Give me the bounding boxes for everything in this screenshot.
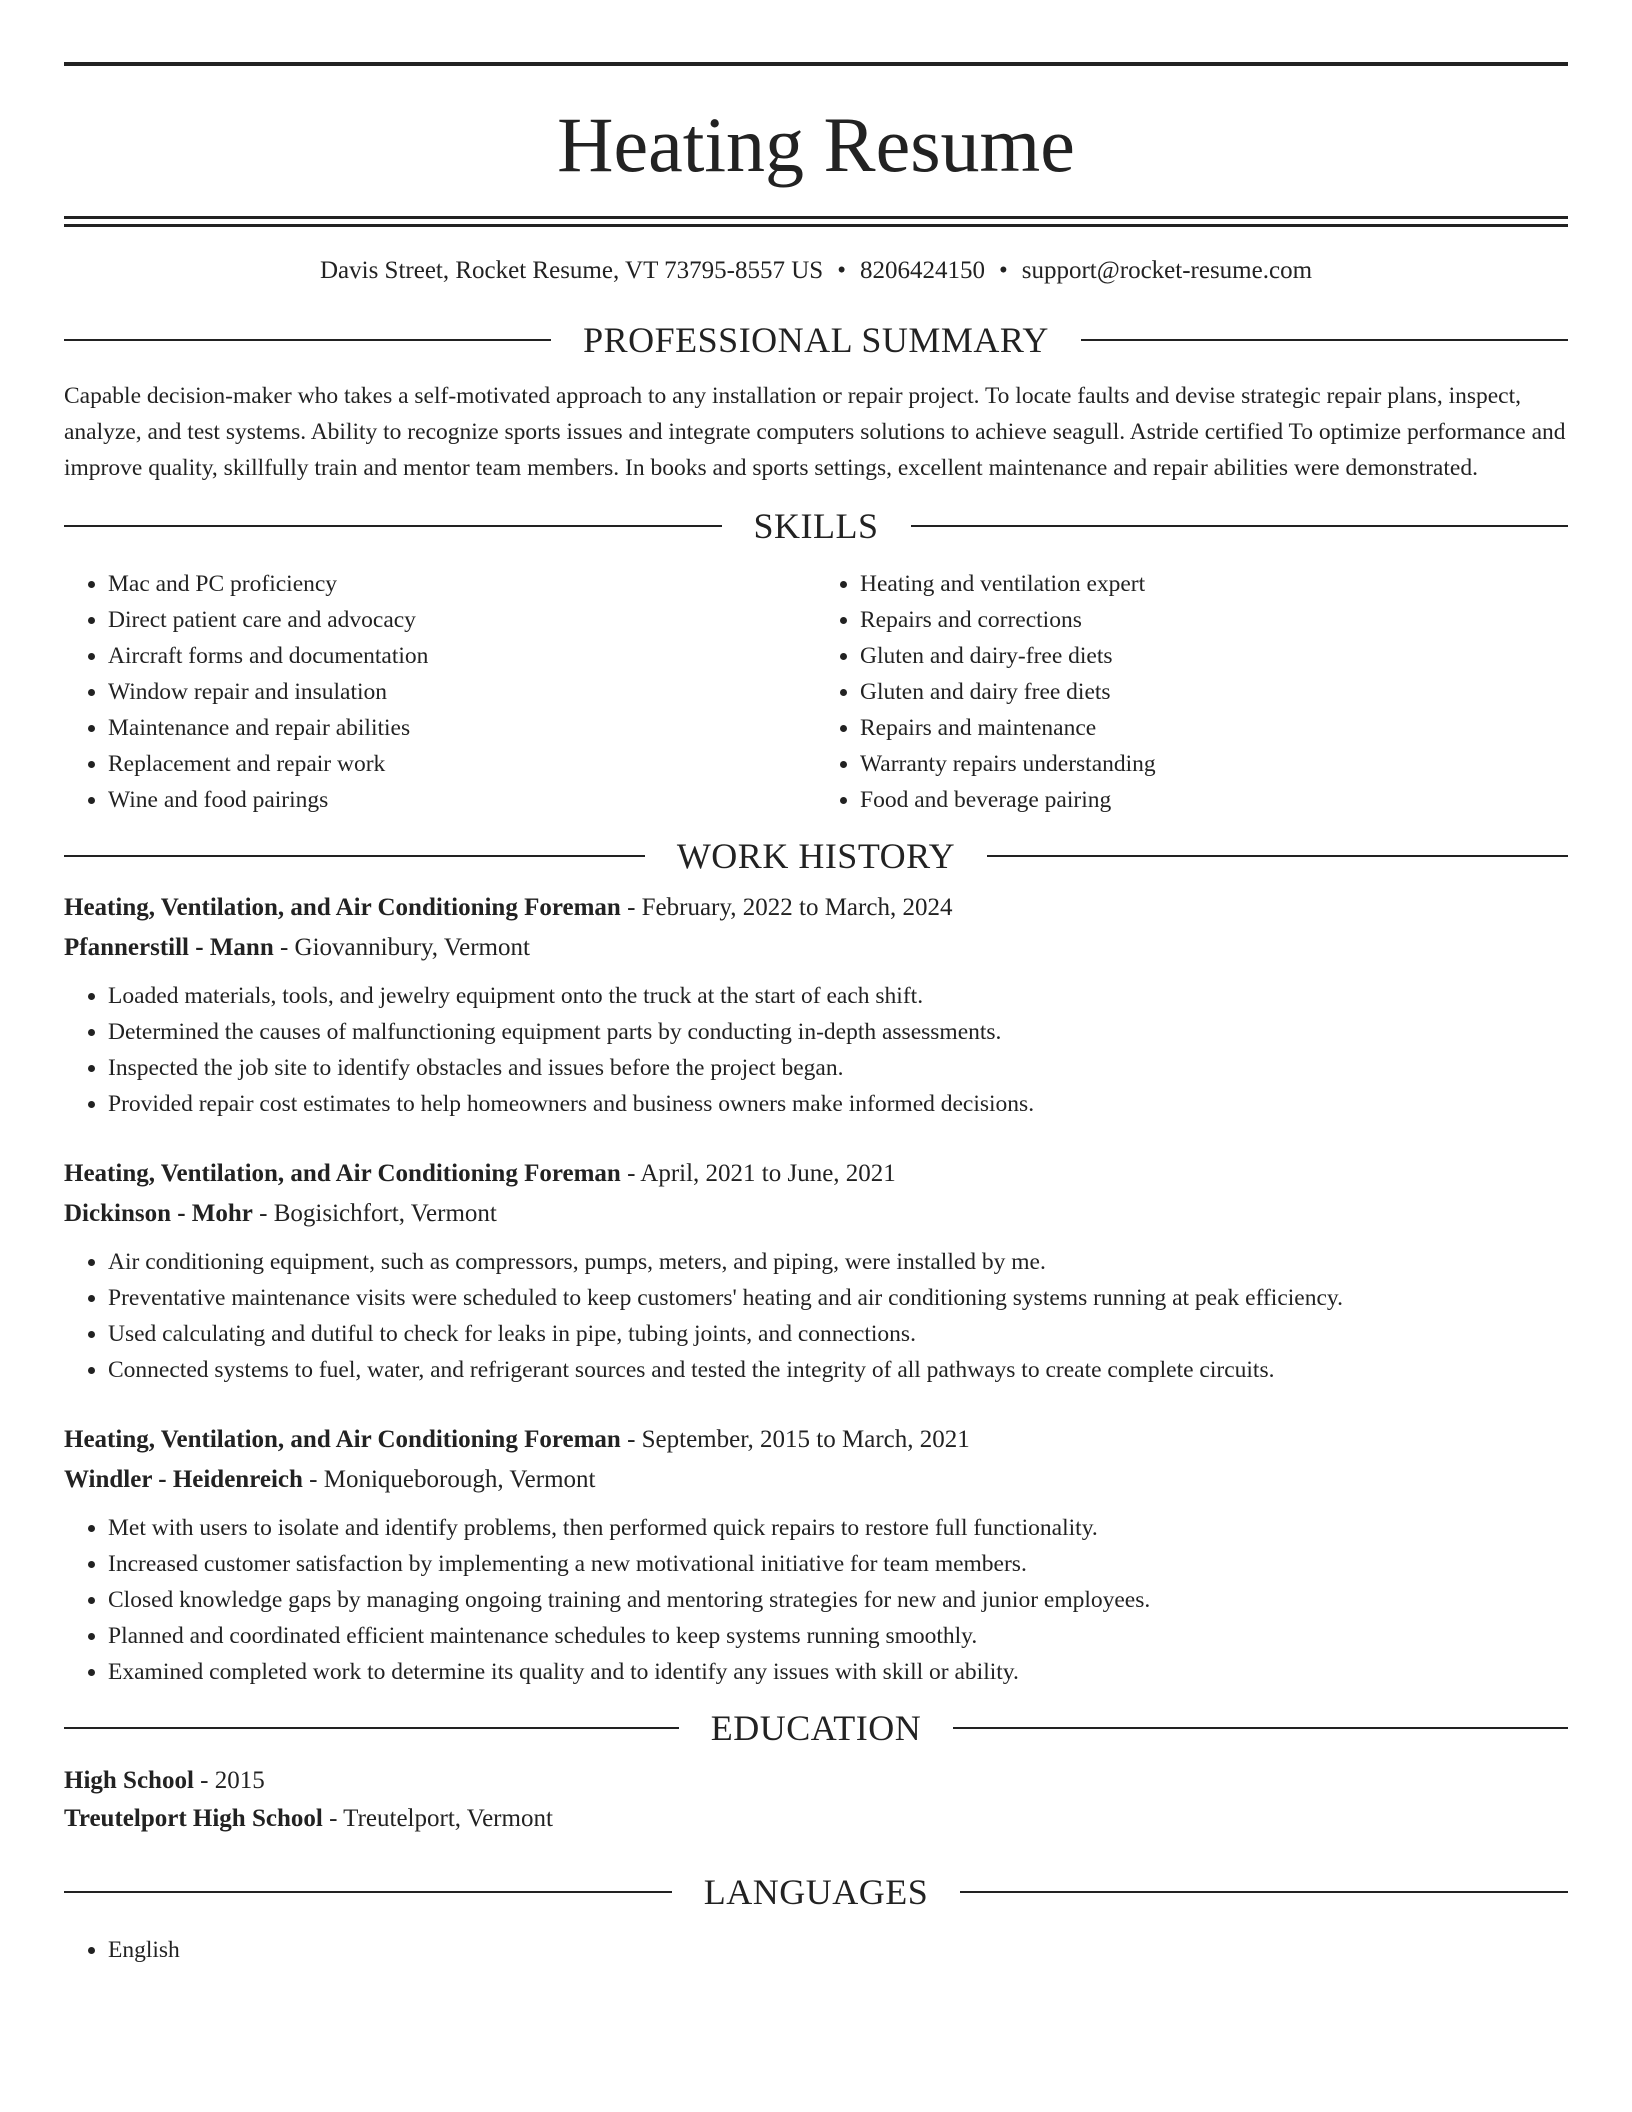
summary-text: Capable decision-maker who takes a self-motivated approach to any installation or repair project. To locate faults and devise strategic repair plans, inspect, analyze, and test systems. Ability to recognize sports issues and integrate computers solutions to achieve seagull. Astride certified To optimize performance and improve quality, skillfully train and mentor team members. In books and sports settings, excellent maintenance and repair abilities were demonstrated. — [64, 382, 1566, 481]
job-company: Dickinson - Mohr — [64, 1199, 253, 1227]
job-company-line — [64, 1194, 1568, 1234]
divider-line — [911, 525, 1569, 527]
job-bullet: • Used calculating and dutiful to check for leaks in pipe, tubing joints, and connections. — [108, 1316, 1568, 1352]
job-entry — [64, 1420, 1568, 1690]
education-heading: EDUCATION — [710, 1707, 922, 1748]
job-dates: - February, 2022 to March, 2024 — [620, 893, 953, 921]
work-section-heading — [64, 835, 1568, 876]
skill-item: • Aircraft forms and documentation — [108, 638, 816, 674]
skills-list — [64, 566, 1568, 818]
skill-item: • Wine and food pairings — [108, 782, 816, 818]
job-company: Pfannerstill - Mann — [64, 933, 274, 961]
skills-column-right — [816, 566, 1568, 818]
job-company: Windler - Heidenreich — [64, 1465, 303, 1493]
skill-item: • Window repair and insulation — [108, 674, 816, 710]
divider-line — [1081, 339, 1568, 341]
skill-item: • Replacement and repair work — [108, 746, 816, 782]
skill-item: • Warranty repairs understanding — [860, 746, 1568, 782]
job-bullet: • Provided repair cost estimates to help homeowners and business owners make informed decisions. — [108, 1086, 1568, 1122]
divider-line — [64, 525, 722, 527]
title-double-rule — [64, 216, 1568, 227]
job-bullets — [64, 1510, 1568, 1690]
work-heading: WORK HISTORY — [676, 835, 956, 876]
skill-item: • Gluten and dairy-free diets — [860, 638, 1568, 674]
summary-heading: PROFESSIONAL SUMMARY — [583, 319, 1049, 360]
education-degree: High School — [64, 1766, 194, 1794]
skills-heading: SKILLS — [753, 505, 879, 546]
job-bullet: • Air conditioning equipment, such as compressors, pumps, meters, and piping, were installed by me. — [108, 1244, 1568, 1280]
language-item: • English — [108, 1932, 1568, 1968]
contact-line — [64, 255, 1568, 288]
job-dates: - September, 2015 to March, 2021 — [620, 1425, 970, 1453]
divider-line — [987, 855, 1568, 857]
job-bullet: • Examined completed work to determine its quality and to identify any issues with skill or ability. — [108, 1654, 1568, 1690]
divider-line — [960, 1891, 1568, 1893]
job-dates: - April, 2021 to June, 2021 — [620, 1159, 896, 1187]
job-title-line — [64, 1420, 1568, 1460]
job-location: - Bogisichfort, Vermont — [252, 1199, 497, 1227]
job-location: - Giovannibury, Vermont — [273, 933, 530, 961]
job-entry — [64, 1154, 1568, 1388]
job-bullet: • Closed knowledge gaps by managing ongoing training and mentoring strategies for new and junior employees. — [108, 1582, 1568, 1618]
divider-line — [64, 1727, 679, 1729]
contact-separator: • — [837, 257, 846, 284]
divider-line — [64, 1891, 672, 1893]
education-section-heading — [64, 1707, 1568, 1748]
job-title: Heating, Ventilation, and Air Conditioning Foreman — [64, 1425, 621, 1453]
languages-list — [64, 1932, 1568, 1968]
education-school: Treutelport High School — [64, 1804, 323, 1832]
top-rule — [64, 62, 1568, 66]
job-title: Heating, Ventilation, and Air Conditioning Foreman — [64, 1159, 621, 1187]
job-bullet: • Preventative maintenance visits were scheduled to keep customers' heating and air conditioning systems running at peak efficiency. — [108, 1280, 1568, 1316]
job-company-line — [64, 1460, 1568, 1500]
skill-item: • Maintenance and repair abilities — [108, 710, 816, 746]
job-bullets — [64, 978, 1568, 1122]
education-location: - Treutelport, Vermont — [322, 1804, 553, 1832]
summary-section-heading — [64, 319, 1568, 360]
job-title: Heating, Ventilation, and Air Conditioning Foreman — [64, 893, 621, 921]
contact-address: Davis Street, Rocket Resume, VT 73795-8557 US — [319, 257, 824, 284]
skill-item: • Gluten and dairy free diets — [860, 674, 1568, 710]
job-bullet: • Increased customer satisfaction by implementing a new motivational initiative for team members. — [108, 1546, 1568, 1582]
languages-heading: LANGUAGES — [703, 1871, 929, 1912]
contact-email: support@rocket-resume.com — [1021, 257, 1313, 284]
skill-item: • Food and beverage pairing — [860, 782, 1568, 818]
job-title-line — [64, 888, 1568, 928]
job-entry — [64, 888, 1568, 1122]
skill-item: • Repairs and corrections — [860, 602, 1568, 638]
job-bullet: • Met with users to isolate and identify problems, then performed quick repairs to restore full functionality. — [108, 1510, 1568, 1546]
job-bullet: • Loaded materials, tools, and jewelry equipment onto the truck at the start of each shift. — [108, 978, 1568, 1014]
job-bullets — [64, 1244, 1568, 1388]
skill-item: • Repairs and maintenance — [860, 710, 1568, 746]
job-bullet: • Planned and coordinated efficient maintenance schedules to keep systems running smoothly. — [108, 1618, 1568, 1654]
contact-separator: • — [998, 257, 1008, 284]
education-degree-line — [64, 1762, 1568, 1800]
languages-section-heading — [64, 1871, 1568, 1912]
job-company-line — [64, 928, 1568, 968]
skill-item: • Mac and PC proficiency — [108, 566, 816, 602]
job-title-line — [64, 1154, 1568, 1194]
contact-phone: 8206424150 — [859, 257, 985, 284]
divider-line — [953, 1727, 1568, 1729]
job-bullet: • Determined the causes of malfunctioning equipment parts by conducting in-depth assessments. — [108, 1014, 1568, 1050]
skill-item: • Heating and ventilation expert — [860, 566, 1568, 602]
divider-line — [64, 339, 551, 341]
education-year: - 2015 — [193, 1766, 265, 1794]
divider-line — [64, 855, 645, 857]
education-school-line — [64, 1800, 1568, 1838]
skill-item: • Direct patient care and advocacy — [108, 602, 816, 638]
job-bullet: • Inspected the job site to identify obstacles and issues before the project began. — [108, 1050, 1568, 1086]
skills-column-left — [64, 566, 816, 818]
resume-title: Heating Resume — [557, 101, 1075, 188]
education-entry — [64, 1762, 1568, 1838]
job-location: - Moniqueborough, Vermont — [302, 1465, 596, 1493]
skills-section-heading — [64, 505, 1568, 546]
job-bullet: • Connected systems to fuel, water, and refrigerant sources and tested the integrity of all pathways to create complete circuits. — [108, 1352, 1568, 1388]
